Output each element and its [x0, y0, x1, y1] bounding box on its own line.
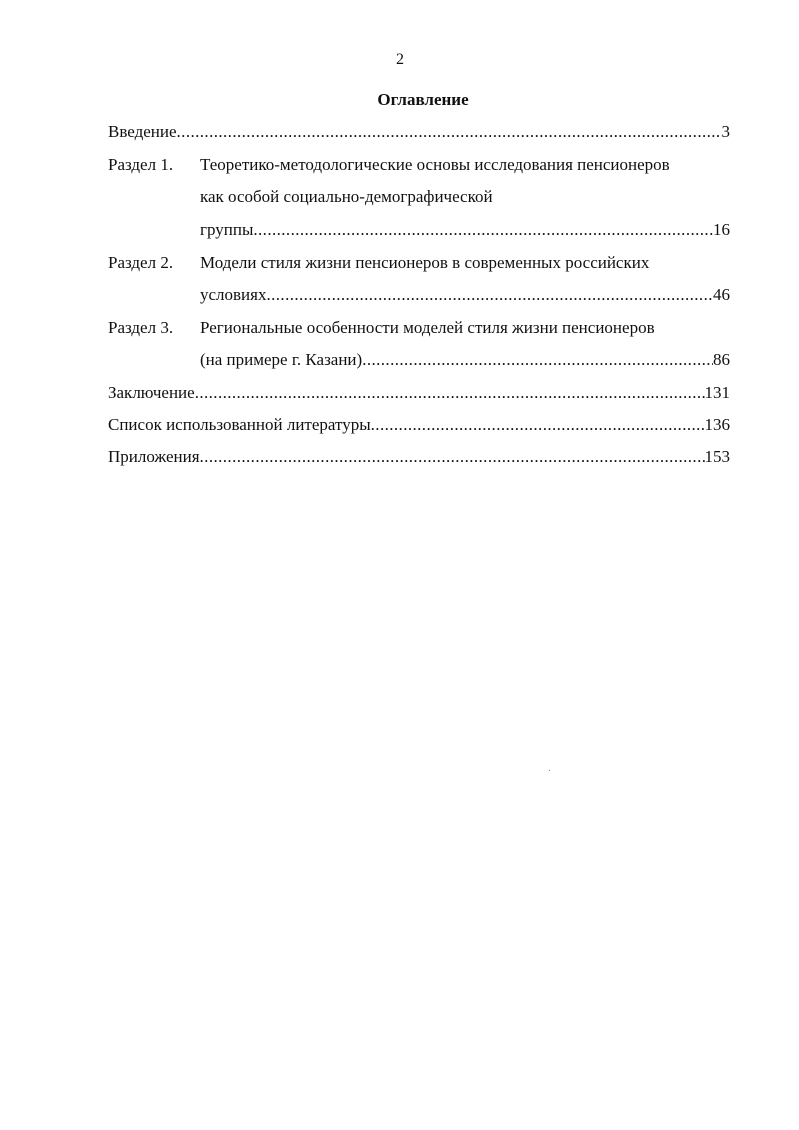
- section-2-title-line: Модели стиля жизни пенсионеров в современных российских: [200, 253, 650, 272]
- section-2-title-line: условиях: [200, 285, 267, 304]
- scan-speck: [549, 770, 550, 771]
- dot-leader: [200, 446, 705, 468]
- toc-entry-section-3: [200, 349, 730, 371]
- section-3-number: Раздел 3.: [108, 318, 174, 337]
- section-1-title-line: Теоретико-методологические основы исследования пенсионеров: [200, 155, 670, 174]
- toc-entry-intro: [108, 121, 730, 143]
- dot-leader: [177, 121, 722, 143]
- section-1-title-line: группы: [200, 220, 254, 239]
- toc-entry-page: 3: [721, 122, 730, 141]
- toc-entry-conclusion: [108, 382, 730, 404]
- toc-entry-references: [108, 414, 730, 436]
- toc-entry-section-2: [200, 284, 730, 306]
- toc-entry-page: 46: [713, 285, 730, 304]
- page-number: 2: [396, 51, 404, 68]
- toc-entry-page: 86: [713, 350, 730, 369]
- section-3-title-line: (на примере г. Казани): [200, 350, 363, 369]
- section-1-number: Раздел 1.: [108, 155, 174, 174]
- dot-leader: [362, 349, 713, 371]
- toc-entry-section-1: [200, 219, 730, 241]
- toc-title: Оглавление: [377, 90, 469, 109]
- section-1-title-line: как особой социально-демографической: [200, 187, 493, 206]
- toc-entry-label: Приложения: [108, 447, 200, 466]
- section-2-number: Раздел 2.: [108, 253, 174, 272]
- dot-leader: [266, 284, 713, 306]
- dot-leader: [195, 382, 705, 404]
- toc-entry-page: 136: [704, 415, 730, 434]
- dot-leader: [253, 219, 713, 241]
- toc-entry-page: 16: [713, 220, 730, 239]
- toc-entry-appendices: [108, 446, 730, 468]
- toc-entry-page: 131: [704, 383, 730, 402]
- toc-entry-label: Список использованной литературы: [108, 415, 371, 434]
- section-3-title-line: Региональные особенности моделей стиля жизни пенсионеров: [200, 318, 655, 337]
- toc-entry-label: Введение: [108, 122, 177, 141]
- toc-entry-page: 153: [704, 447, 730, 466]
- toc-entry-label: Заключение: [108, 383, 195, 402]
- dot-leader: [371, 414, 705, 436]
